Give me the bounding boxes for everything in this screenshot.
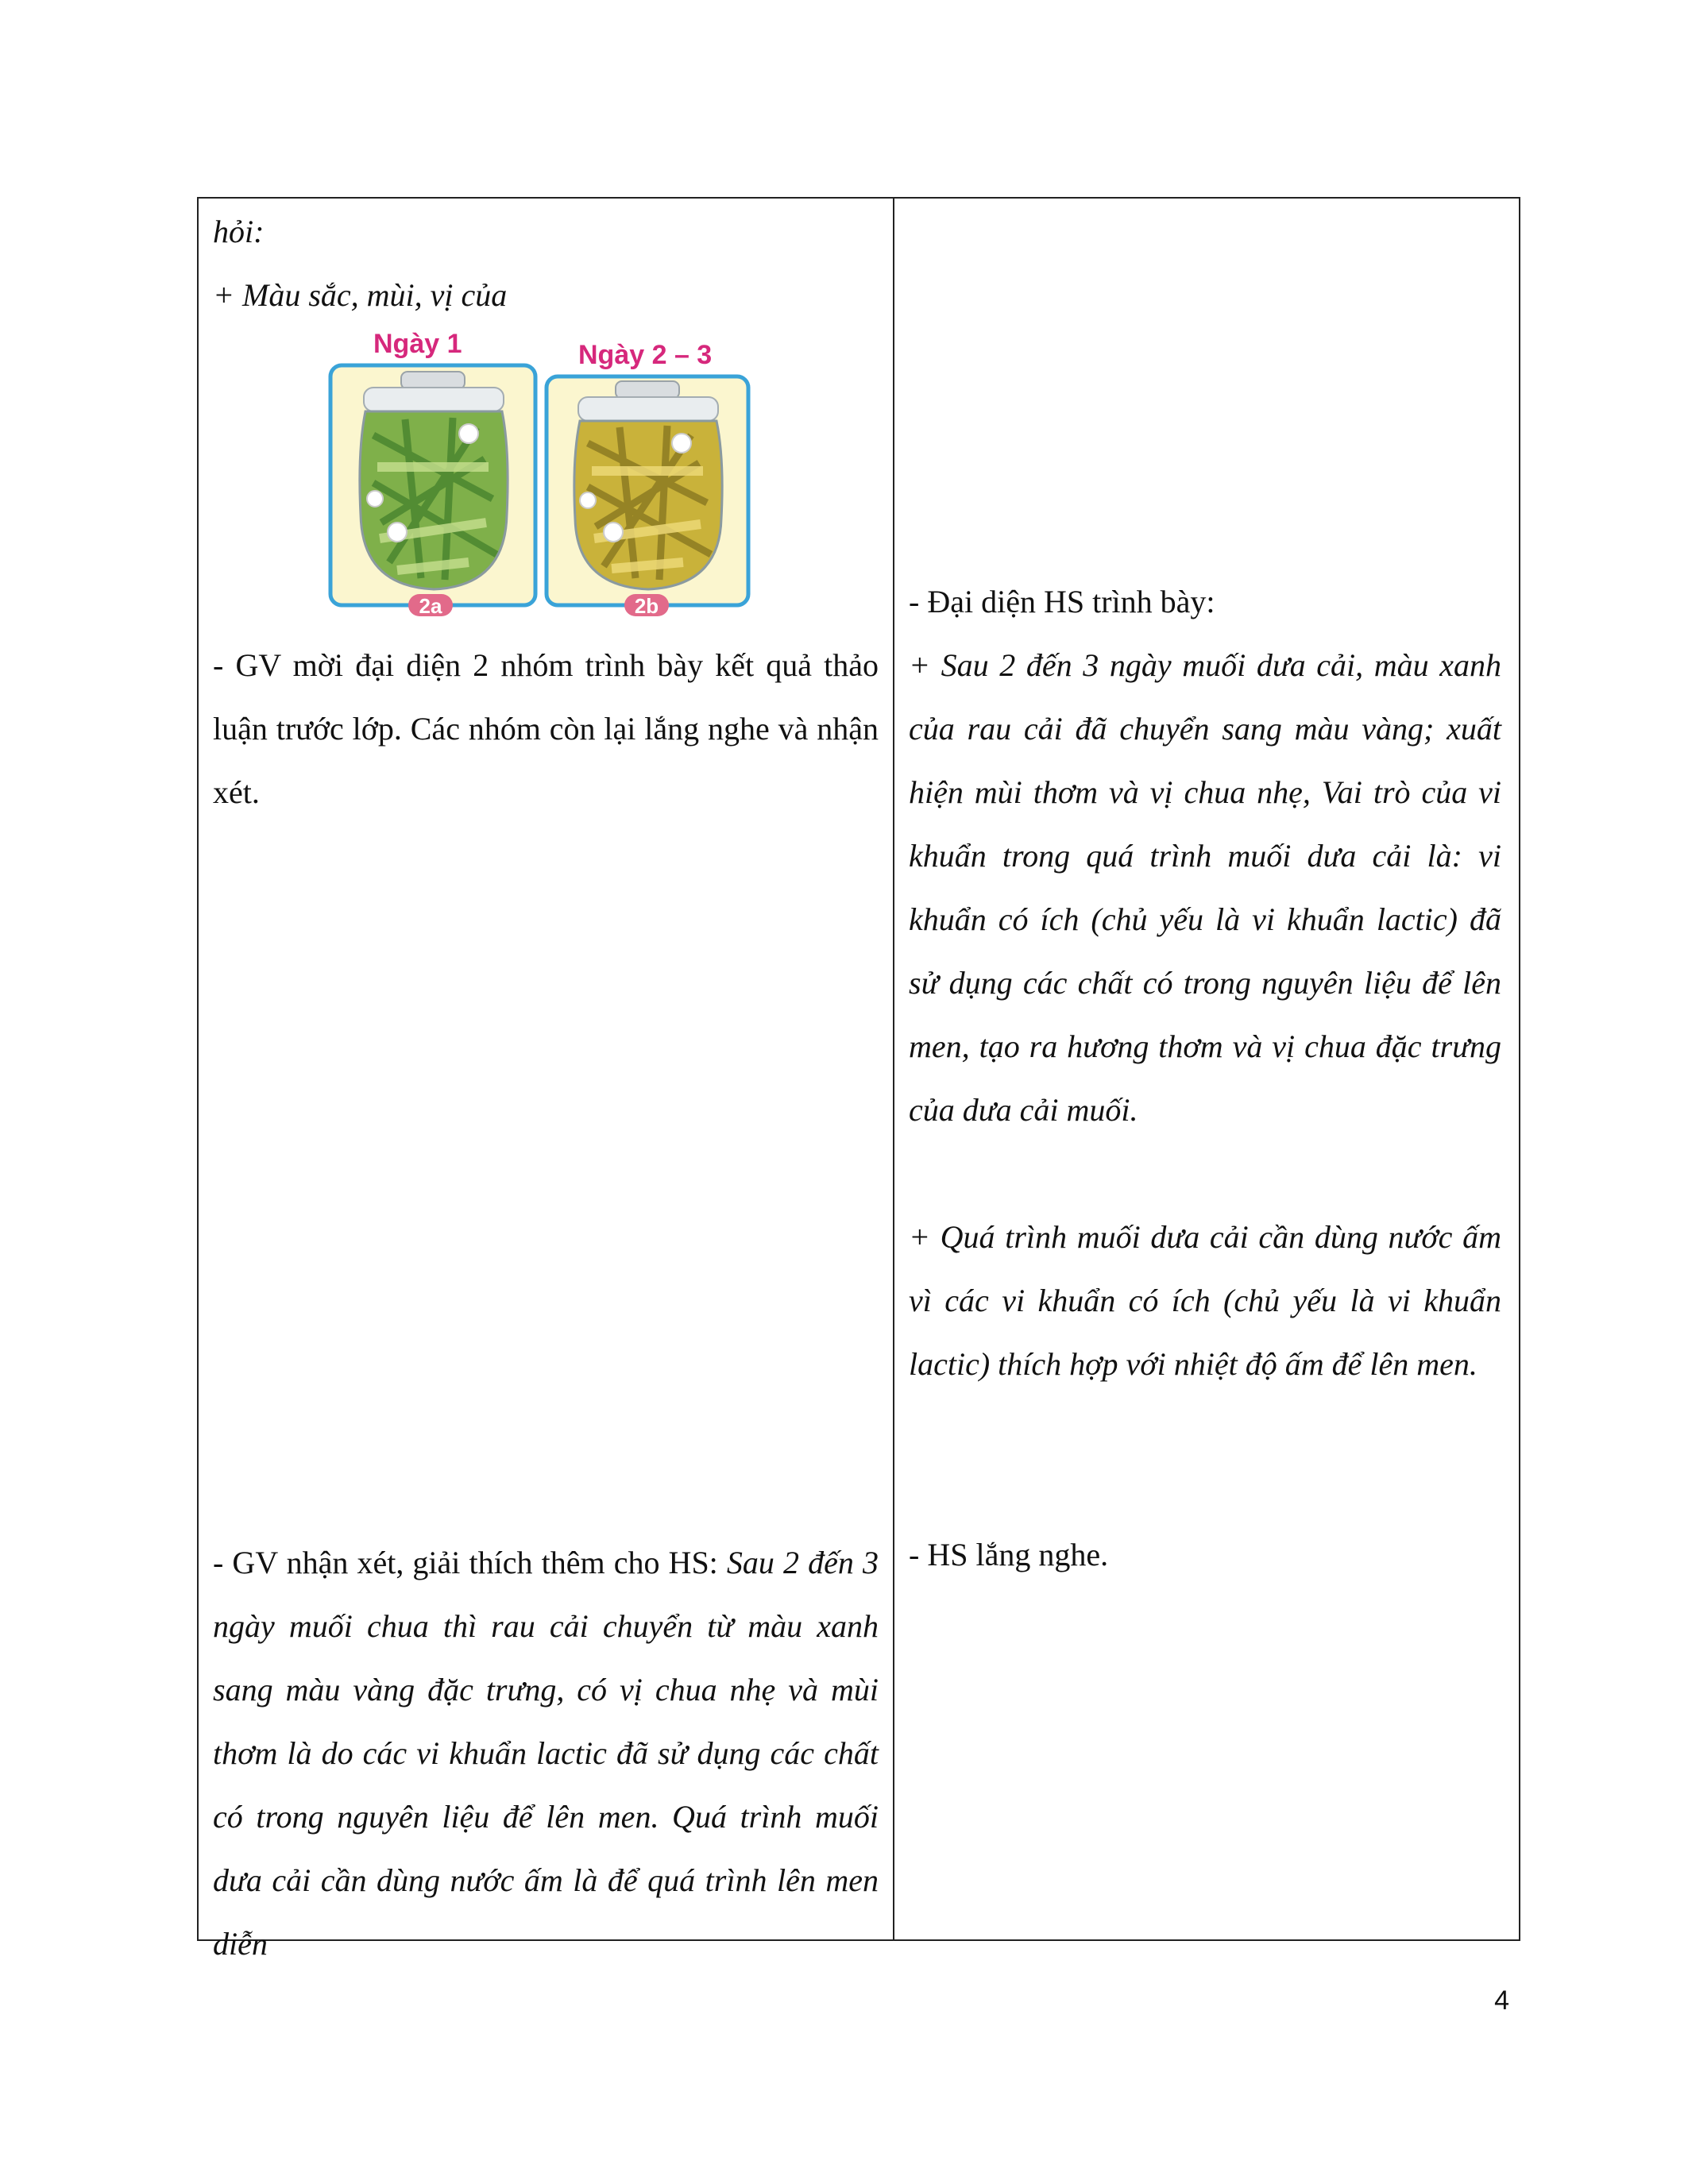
- teacher-comment-prefix: - GV nhận xét, giải thích thêm cho HS:: [213, 1545, 727, 1580]
- jar-day1-panel: [330, 365, 535, 618]
- student-present-heading: - Đại diện HS trình bày:: [909, 584, 1215, 619]
- badge-2a: 2a: [419, 594, 442, 618]
- jars-illustration: [326, 324, 755, 618]
- lesson-table: [197, 197, 1520, 1962]
- student-answer-2: + Quá trình muối dưa cải cần dùng nước ấm vì các vi khuẩn có ích (chủ yếu là vi khuẩn lactic) thích hợp với nhiệt độ ấm để lên men.: [909, 1219, 1501, 1382]
- page-number: 4: [1494, 1985, 1509, 2016]
- teacher-activity-cell: [199, 199, 893, 1962]
- figure-label-day23: Ngày 2 – 3: [578, 340, 713, 370]
- badge-2b: 2b: [634, 594, 659, 618]
- student-answer-1: + Sau 2 đến 3 ngày muối dưa cải, màu xanh của rau cải đã chuyển sang màu vàng; xuất hiện mùi thơm và vị chua nhẹ, Vai trò của vi khuẩn trong quá trình muối dưa cải là: vi khuẩn có ích (chủ yếu là vi khuẩn lactic) đã sử dụng các chất có trong nguyên liệu để lên men, tạo ra hương thơm và vị chua đặc trưng của dưa cải muối.: [909, 647, 1501, 1128]
- jar-day23-panel: [547, 376, 748, 618]
- question-continuation: hỏi:: [213, 214, 265, 249]
- student-listen: - HS lắng nghe.: [909, 1537, 1109, 1572]
- teacher-comment-explanation: Sau 2 đến 3 ngày muối chua thì rau cải chuyển từ màu xanh sang màu vàng đặc trưng, có vị chua nhẹ và mùi thơm là do các vi khuẩn lactic đã sử dụng các chất có trong nguyên liệu để lên men. Quá trình muối dưa cải cần dùng nước ấm là để quá trình lên men diễn: [213, 1545, 879, 1962]
- question-color-smell-taste: + Màu sắc, mùi, vị của: [213, 277, 508, 313]
- student-activity-cell: [894, 199, 1519, 1939]
- teacher-comment-paragraph: [213, 1531, 879, 1976]
- pickle-jars-figure: [326, 324, 755, 618]
- teacher-invite-paragraph: - GV mời đại diện 2 nhóm trình bày kết quả thảo luận trước lớp. Các nhóm còn lại lắng nghe và nhận xét.: [213, 647, 879, 810]
- figure-label-day1: Ngày 1: [373, 329, 462, 359]
